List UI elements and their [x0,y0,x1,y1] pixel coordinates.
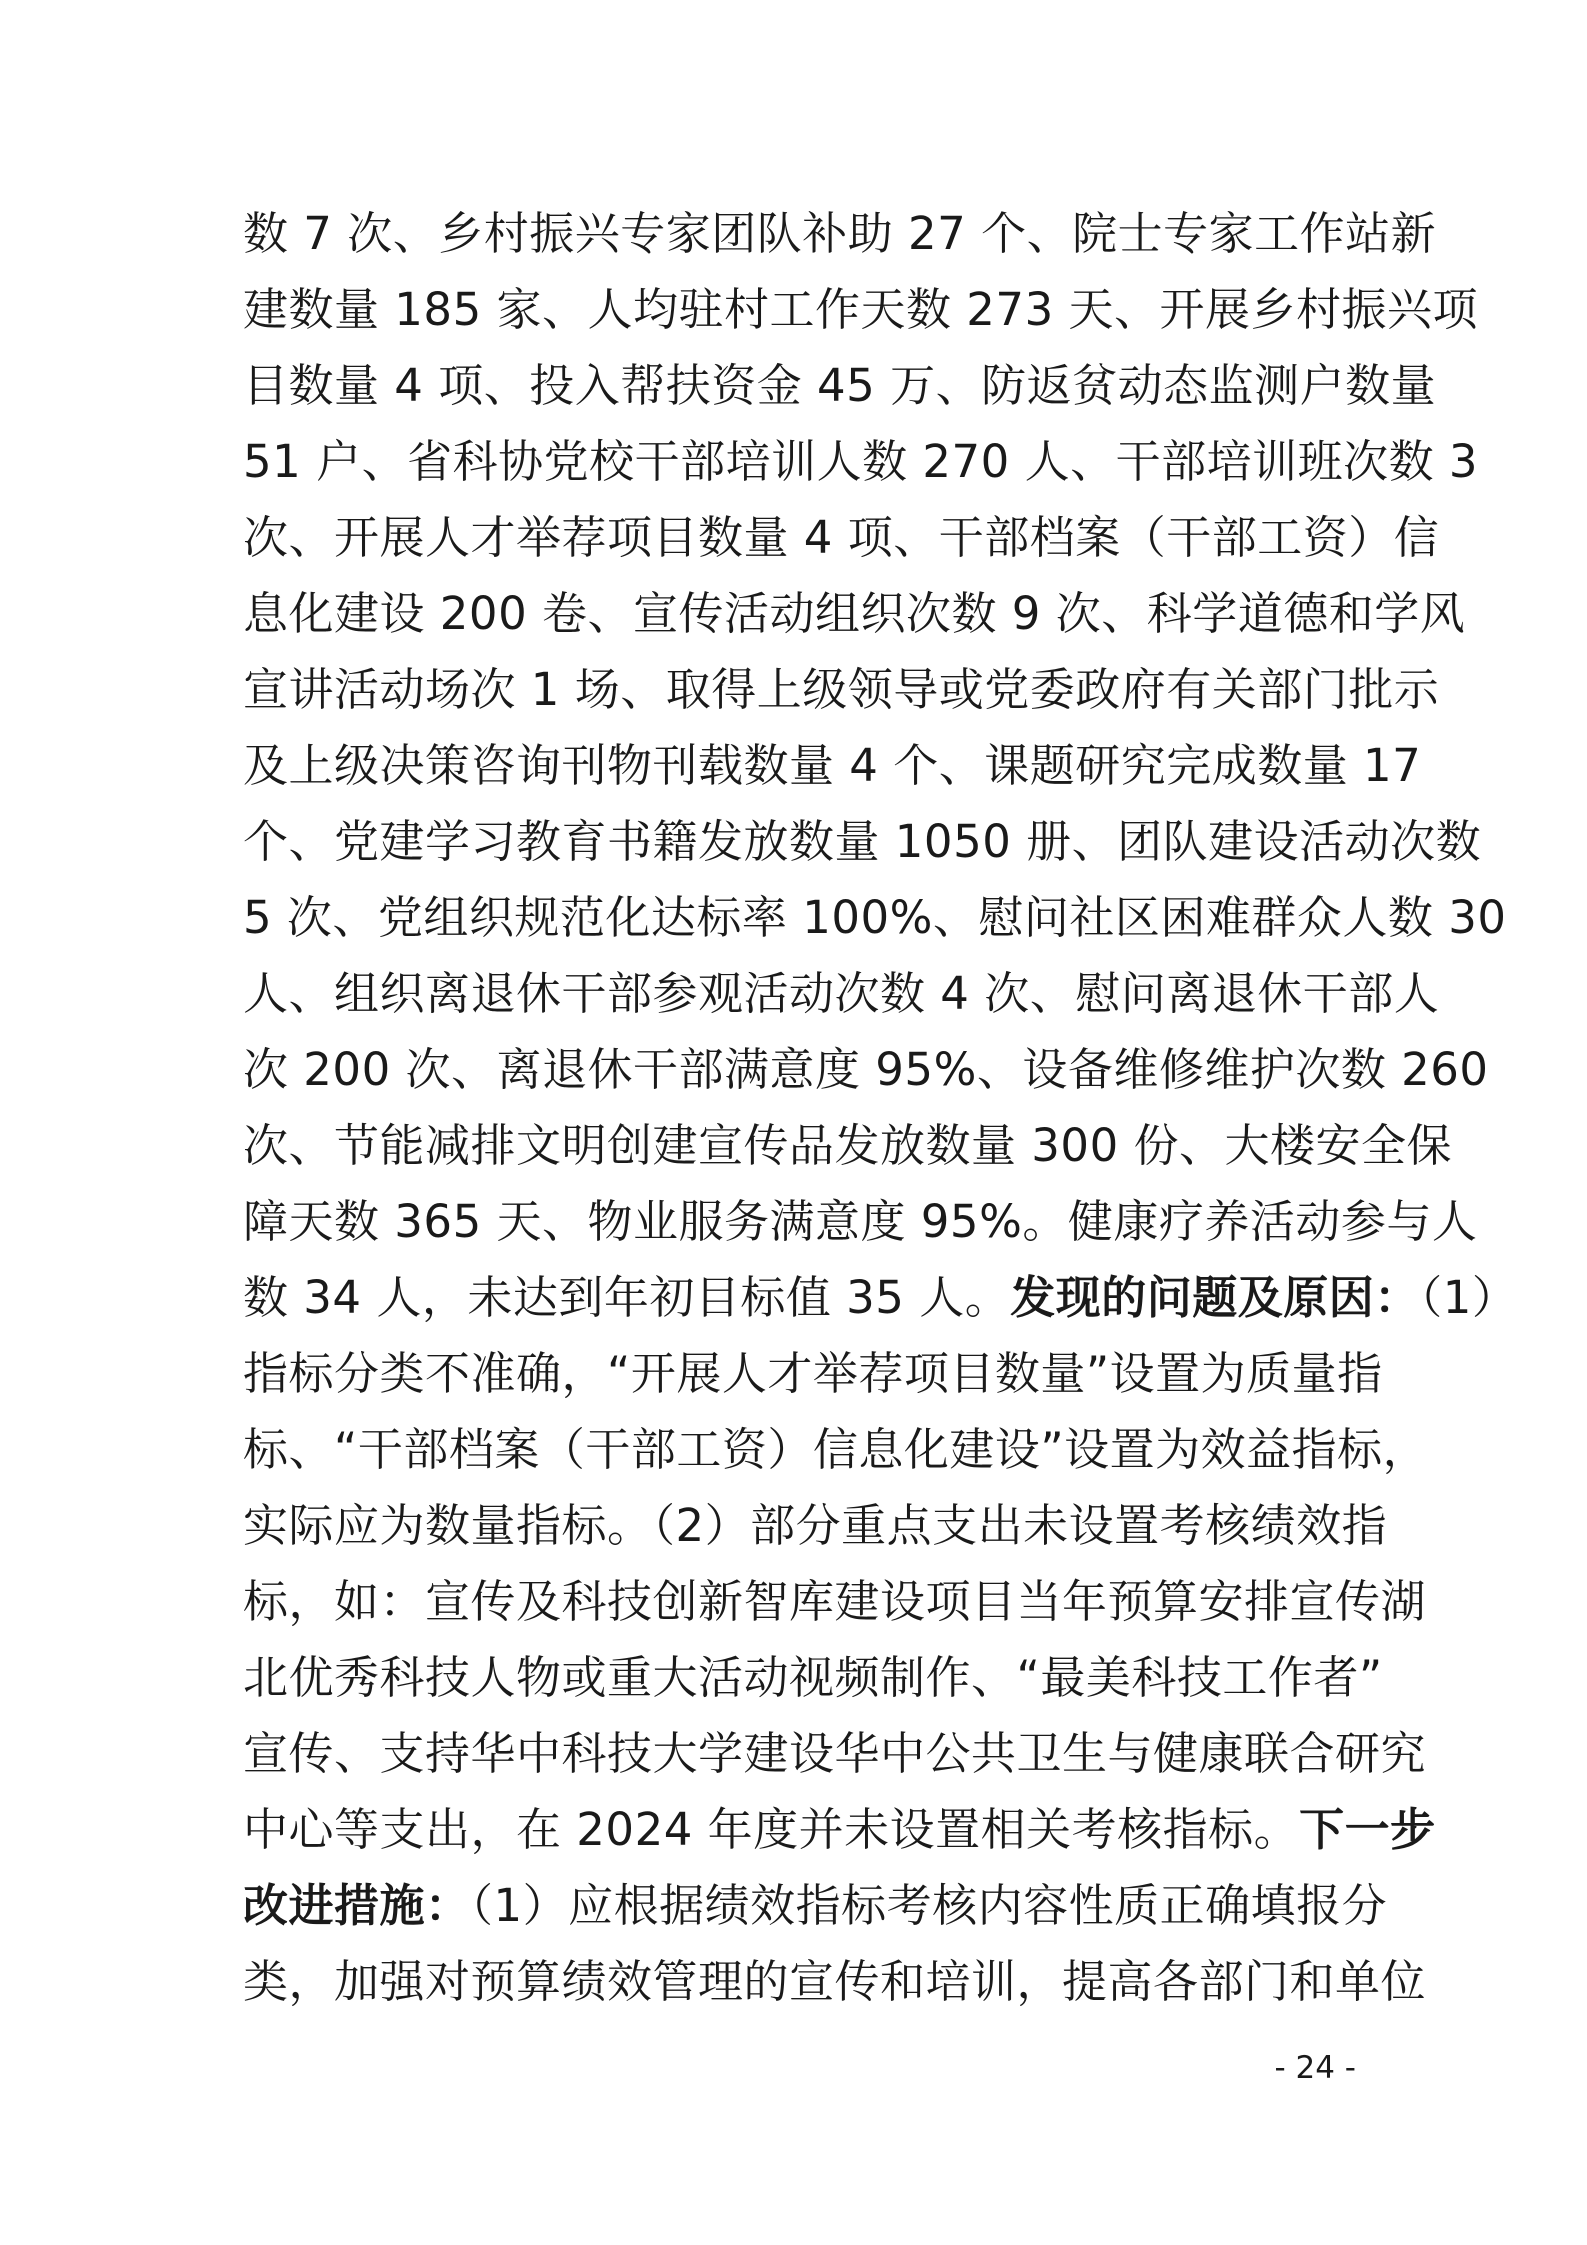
text-segment: 人、组织离退休干部参观活动次数 4 次、慰问离退休干部人 [243,967,1440,1020]
text-line [243,1260,1518,1336]
text-segment: 目数量 4 项、投入帮扶资金 45 万、防返贫动态监测户数量 [243,359,1437,412]
text-segment: 次、开展人才举荐项目数量 4 项、干部档案（干部工资）信 [243,511,1440,564]
text-line [243,1184,1478,1260]
text-segment: 5 次、党组织规范化达标率 100%、慰问社区困难群众人数 30 [243,891,1507,944]
bold-heading-text: 发现的问题及原因： [1010,1271,1420,1324]
text-line [243,1412,1429,1488]
text-line [243,880,1507,956]
page-number: - 24 - [1274,2050,1356,2086]
text-segment: 标、“干部档案（干部工资）信息化建设”设置为效益指标， [243,1423,1429,1476]
text-line [243,956,1440,1032]
text-line [243,348,1437,424]
text-segment: 宣讲活动场次 1 场、取得上级领导或党委政府有关部门批示 [243,663,1440,716]
text-segment: 北优秀科技人物或重大活动视频制作、“最美科技工作者” [243,1651,1383,1704]
text-line [243,1336,1383,1412]
text-line [243,1868,1388,1944]
text-line [243,1716,1427,1792]
text-line [243,728,1422,804]
text-line [243,576,1466,652]
text-segment: 次 200 次、离退休干部满意度 95%、设备维修维护次数 260 [243,1043,1489,1096]
text-line [243,652,1440,728]
text-segment: （1） [1419,1271,1518,1324]
text-segment: 息化建设 200 卷、宣传活动组织次数 9 次、科学道德和学风 [243,587,1466,640]
text-segment: 51 户、省科协党校干部培训人数 270 人、干部培训班次数 3 [243,435,1479,488]
text-segment: 标，如：宣传及科技创新智库建设项目当年预算安排宣传湖 [243,1575,1427,1628]
text-segment: 及上级决策咨询刊物刊载数量 4 个、课题研究完成数量 17 [243,739,1422,792]
text-line [243,196,1437,272]
text-segment: 中心等支出，在 2024 年度并未设置相关考核指标。 [243,1803,1300,1856]
text-line [243,1488,1388,1564]
text-segment: 数 34 人，未达到年初目标值 35 人。 [243,1271,1011,1324]
text-segment: 类，加强对预算绩效管理的宣传和培训，提高各部门和单位 [243,1955,1427,2008]
text-line [243,804,1482,880]
text-segment: 实际应为数量指标。（2）部分重点支出未设置考核绩效指 [243,1499,1388,1552]
text-line [243,1944,1427,2020]
text-line [243,272,1479,348]
text-segment: 障天数 365 天、物业服务满意度 95%。健康疗养活动参与人 [243,1195,1478,1248]
text-segment: 宣传、支持华中科技大学建设华中公共卫生与健康联合研究 [243,1727,1427,1780]
text-line [243,500,1440,576]
text-line [243,1792,1436,1868]
text-line [243,1032,1489,1108]
bold-heading-text: 改进措施： [243,1879,471,1932]
text-segment: 指标分类不准确，“开展人才举荐项目数量”设置为质量指 [243,1347,1383,1400]
body-paragraph [243,196,1518,2020]
text-segment: 数 7 次、乡村振兴专家团队补助 27 个、院士专家工作站新 [243,207,1437,260]
text-line [243,1564,1427,1640]
text-segment: 建数量 185 家、人均驻村工作天数 273 天、开展乡村振兴项 [243,283,1479,336]
bold-heading-text: 下一步 [1299,1803,1436,1856]
text-segment: 次、节能减排文明创建宣传品发放数量 300 份、大楼安全保 [243,1119,1453,1172]
text-segment: 个、党建学习教育书籍发放数量 1050 册、团队建设活动次数 [243,815,1482,868]
text-line [243,1640,1383,1716]
text-segment: （1）应根据绩效指标考核内容性质正确填报分 [470,1879,1388,1932]
text-line [243,1108,1453,1184]
text-line [243,424,1479,500]
